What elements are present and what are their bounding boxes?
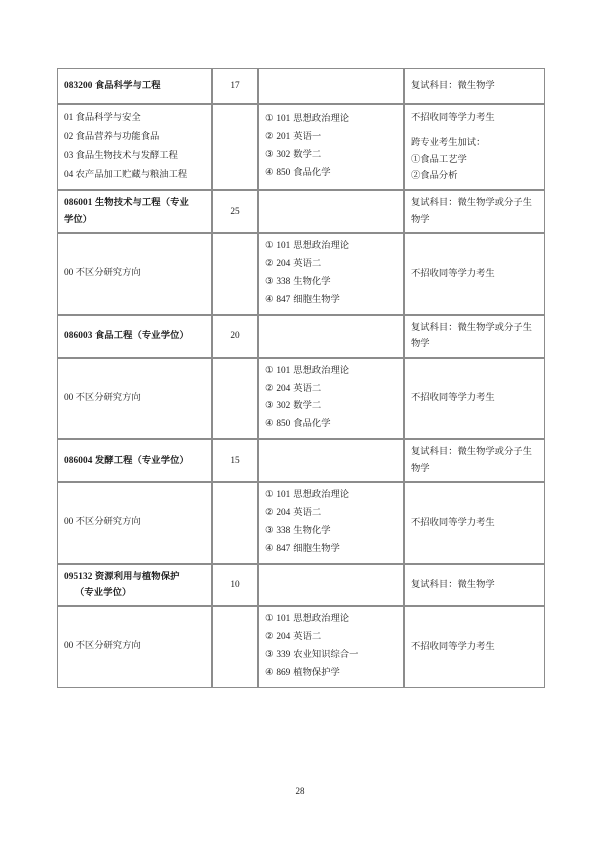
exam-index-marker: ④	[265, 667, 274, 678]
exam-subject-name: 英语二	[293, 631, 322, 642]
exam-subject-code: 847	[276, 294, 291, 305]
exam-subject-item	[265, 541, 397, 559]
admission-catalog-table	[57, 68, 545, 688]
exam-subject-code: 869	[276, 667, 291, 678]
quota-empty-cell	[212, 606, 258, 687]
research-direction-item: 01 食品科学与安全	[64, 113, 141, 123]
exams-empty-cell	[258, 190, 404, 233]
exam-subject-item	[265, 381, 397, 399]
exam-subject-item	[265, 523, 397, 541]
exam-subjects-list	[265, 111, 397, 182]
research-directions-list	[64, 109, 205, 185]
major-name-line: （专业学位）	[75, 587, 132, 598]
exam-subjects-cell	[258, 104, 404, 190]
major-detail-row	[57, 233, 545, 314]
exam-subject-code: 204	[276, 508, 291, 519]
remark-item: 不招收同等学力考生	[411, 393, 495, 404]
exam-subject-code: 101	[276, 365, 291, 376]
exam-subject-name: 思想政治理论	[293, 490, 350, 501]
exam-subject-code: 339	[276, 649, 291, 660]
exam-subject-code: 338	[276, 276, 291, 287]
research-direction-item: 00 不区分研究方向	[64, 640, 141, 651]
major-name-line: 086004 发酵工程（专业学位）	[64, 455, 189, 466]
retest-subject-text: 复试科目：微生物学	[411, 80, 495, 91]
exams-empty-cell	[258, 315, 404, 358]
exam-subject-name: 细胞生物学	[293, 543, 340, 554]
exam-subject-item	[265, 398, 397, 416]
quota-empty-cell	[212, 104, 258, 190]
quota-cell: 15	[212, 439, 258, 482]
exam-subject-name: 细胞生物学	[293, 294, 340, 305]
exam-subject-name: 植物保护学	[293, 667, 340, 678]
exam-subject-name: 生物化学	[293, 525, 331, 536]
research-directions-cell	[57, 233, 212, 314]
exam-subjects-list	[265, 363, 397, 434]
exam-subject-item	[265, 256, 397, 274]
major-name-text	[64, 78, 205, 94]
remark-item: ①食品工艺学	[411, 154, 467, 165]
major-name-cell	[57, 315, 212, 358]
exam-subject-name: 食品化学	[293, 419, 331, 430]
research-directions-list	[64, 515, 205, 531]
remark-item: ②食品分析	[411, 171, 458, 182]
retest-subject-cell	[404, 190, 545, 233]
exam-index-marker: ①	[265, 114, 274, 125]
exam-subject-code: 302	[276, 150, 291, 161]
research-directions-list	[64, 391, 205, 407]
exam-subject-code: 302	[276, 401, 291, 412]
exam-index-marker: ③	[265, 649, 274, 660]
retest-subject-cell	[404, 564, 545, 607]
exam-subject-name: 英语二	[293, 383, 322, 394]
research-directions-cell	[57, 358, 212, 439]
remark-item: 不招收同等学力考生	[411, 112, 495, 123]
exam-subject-code: 204	[276, 383, 291, 394]
remark-item: 不招收同等学力考生	[411, 517, 495, 528]
remarks-cell	[404, 606, 545, 687]
exam-subject-item	[265, 505, 397, 523]
major-detail-row	[57, 482, 545, 563]
major-header-row	[57, 315, 545, 358]
remark-spacer	[411, 126, 538, 135]
exam-subject-item	[265, 611, 397, 629]
research-direction-item: 03 食品生物技术与发酵工程	[64, 151, 178, 162]
retest-subject-cell	[404, 439, 545, 482]
remarks-list	[411, 515, 538, 532]
exam-subject-name: 数学二	[293, 150, 322, 161]
remark-item: 不招收同等学力考生	[411, 641, 495, 652]
exam-subject-name: 英语二	[293, 259, 322, 270]
major-detail-row	[57, 358, 545, 439]
research-directions-cell	[57, 104, 212, 190]
remarks-cell	[404, 104, 545, 190]
major-name-text	[64, 453, 205, 469]
major-name-text	[64, 195, 205, 228]
major-detail-row	[57, 104, 545, 190]
exam-subject-code: 101	[276, 614, 291, 625]
remarks-list	[411, 266, 538, 283]
major-name-text	[64, 328, 205, 344]
remarks-list	[411, 110, 538, 185]
retest-subject-cell	[404, 68, 545, 104]
exam-index-marker: ④	[265, 294, 274, 305]
exam-subject-item	[265, 487, 397, 505]
exam-subject-name: 英语二	[293, 508, 322, 519]
retest-subject-text: 复试科目：微生物学	[411, 579, 495, 590]
exam-subject-item	[265, 238, 397, 256]
major-header-row	[57, 564, 545, 607]
remarks-cell	[404, 482, 545, 563]
exam-index-marker: ②	[265, 383, 274, 394]
exam-subject-item	[265, 111, 397, 129]
exams-empty-cell	[258, 439, 404, 482]
major-name-line: 095132 资源利用与植物保护	[64, 571, 180, 582]
retest-subject-text: 复试科目：微生物学或分子生物学	[411, 447, 532, 474]
exam-subject-name: 生物化学	[293, 276, 331, 287]
exam-subject-code: 850	[276, 419, 291, 430]
exam-subject-item	[265, 274, 397, 292]
exam-subjects-cell	[258, 233, 404, 314]
retest-subject-text: 复试科目：微生物学或分子生物学	[411, 198, 532, 225]
major-name-line: 086001 生物技术与工程（专业	[64, 198, 189, 209]
exams-empty-cell	[258, 68, 404, 104]
exam-subject-code: 850	[276, 167, 291, 178]
exam-subject-code: 204	[276, 631, 291, 642]
exam-subject-code: 201	[276, 132, 291, 143]
table-body	[57, 68, 545, 688]
exam-subjects-list	[265, 238, 397, 309]
exam-subject-item	[265, 129, 397, 147]
exam-index-marker: ②	[265, 508, 274, 519]
exam-subject-item	[265, 165, 397, 183]
exam-subjects-list	[265, 611, 397, 682]
exam-index-marker: ③	[265, 525, 274, 536]
remarks-cell	[404, 233, 545, 314]
research-direction-item: 00 不区分研究方向	[64, 268, 141, 279]
research-direction-item: 00 不区分研究方向	[64, 517, 141, 527]
research-directions-list	[64, 266, 205, 282]
exam-subjects-cell	[258, 482, 404, 563]
quota-cell: 10	[212, 564, 258, 607]
major-name-cell	[57, 190, 212, 233]
exam-index-marker: ②	[265, 631, 274, 642]
research-directions-list	[64, 639, 205, 655]
exam-subject-code: 101	[276, 114, 291, 125]
exam-subject-item	[265, 416, 397, 434]
quota-empty-cell	[212, 482, 258, 563]
quota-empty-cell	[212, 233, 258, 314]
remark-item: 跨专业考生加试：	[411, 138, 486, 149]
research-direction-item: 00 不区分研究方向	[64, 392, 141, 403]
exam-subject-code: 204	[276, 259, 291, 270]
exam-subjects-cell	[258, 606, 404, 687]
exam-index-marker: ③	[265, 276, 274, 287]
exam-subject-name: 英语一	[293, 132, 322, 143]
major-header-row	[57, 439, 545, 482]
admission-table-container	[57, 68, 545, 688]
exam-index-marker: ②	[265, 132, 274, 143]
exam-index-marker: ①	[265, 241, 274, 252]
exam-subject-code: 101	[276, 241, 291, 252]
major-name-line: 086003 食品工程（专业学位）	[64, 331, 189, 342]
major-detail-row	[57, 606, 545, 687]
exam-subject-item	[265, 292, 397, 310]
exam-subject-item	[265, 629, 397, 647]
major-name-cell	[57, 439, 212, 482]
exam-subject-code: 101	[276, 490, 291, 501]
remarks-list	[411, 390, 538, 407]
exam-index-marker: ①	[265, 490, 274, 501]
quota-empty-cell	[212, 358, 258, 439]
exam-subject-name: 食品化学	[293, 167, 331, 178]
major-name-cell	[57, 68, 212, 104]
research-direction-item: 04 农产品加工贮藏与粮油工程	[64, 170, 188, 181]
exam-subject-name: 思想政治理论	[293, 365, 350, 376]
exam-index-marker: ①	[265, 365, 274, 376]
exam-subject-item	[265, 647, 397, 665]
remarks-cell	[404, 358, 545, 439]
research-direction-item: 02 食品营养与功能食品	[64, 132, 160, 143]
exam-subjects-cell	[258, 358, 404, 439]
major-name-cell	[57, 564, 212, 607]
exam-subject-item	[265, 665, 397, 683]
exam-subject-item	[265, 363, 397, 381]
page-number: 28	[295, 786, 305, 796]
exam-subject-code: 847	[276, 543, 291, 554]
exam-index-marker: ③	[265, 401, 274, 412]
research-directions-cell	[57, 482, 212, 563]
exam-index-marker: ④	[265, 167, 274, 178]
quota-cell: 25	[212, 190, 258, 233]
research-directions-cell	[57, 606, 212, 687]
exam-subject-name: 思想政治理论	[293, 614, 350, 625]
major-header-row	[57, 68, 545, 104]
exam-subject-name: 农业知识综合一	[293, 649, 359, 660]
major-name-line: 083200 食品科学与工程	[64, 80, 161, 91]
major-name-line: 学位）	[64, 214, 93, 225]
exam-subject-name: 思想政治理论	[293, 241, 350, 252]
exam-index-marker: ③	[265, 150, 274, 161]
retest-subject-cell	[404, 315, 545, 358]
exam-index-marker: ①	[265, 614, 274, 625]
major-name-text	[64, 569, 205, 602]
exam-subject-name: 思想政治理论	[293, 114, 350, 125]
exam-index-marker: ②	[265, 259, 274, 270]
remark-item: 不招收同等学力考生	[411, 268, 495, 279]
exam-subject-name: 数学二	[293, 401, 322, 412]
exam-index-marker: ④	[265, 543, 274, 554]
exam-subject-code: 338	[276, 525, 291, 536]
quota-cell: 17	[212, 68, 258, 104]
quota-cell: 20	[212, 315, 258, 358]
exam-subject-item	[265, 147, 397, 165]
exam-index-marker: ④	[265, 419, 274, 430]
exam-subjects-list	[265, 487, 397, 558]
major-header-row	[57, 190, 545, 233]
retest-subject-text: 复试科目：微生物学或分子生物学	[411, 322, 532, 350]
exams-empty-cell	[258, 564, 404, 607]
remarks-list	[411, 639, 538, 656]
